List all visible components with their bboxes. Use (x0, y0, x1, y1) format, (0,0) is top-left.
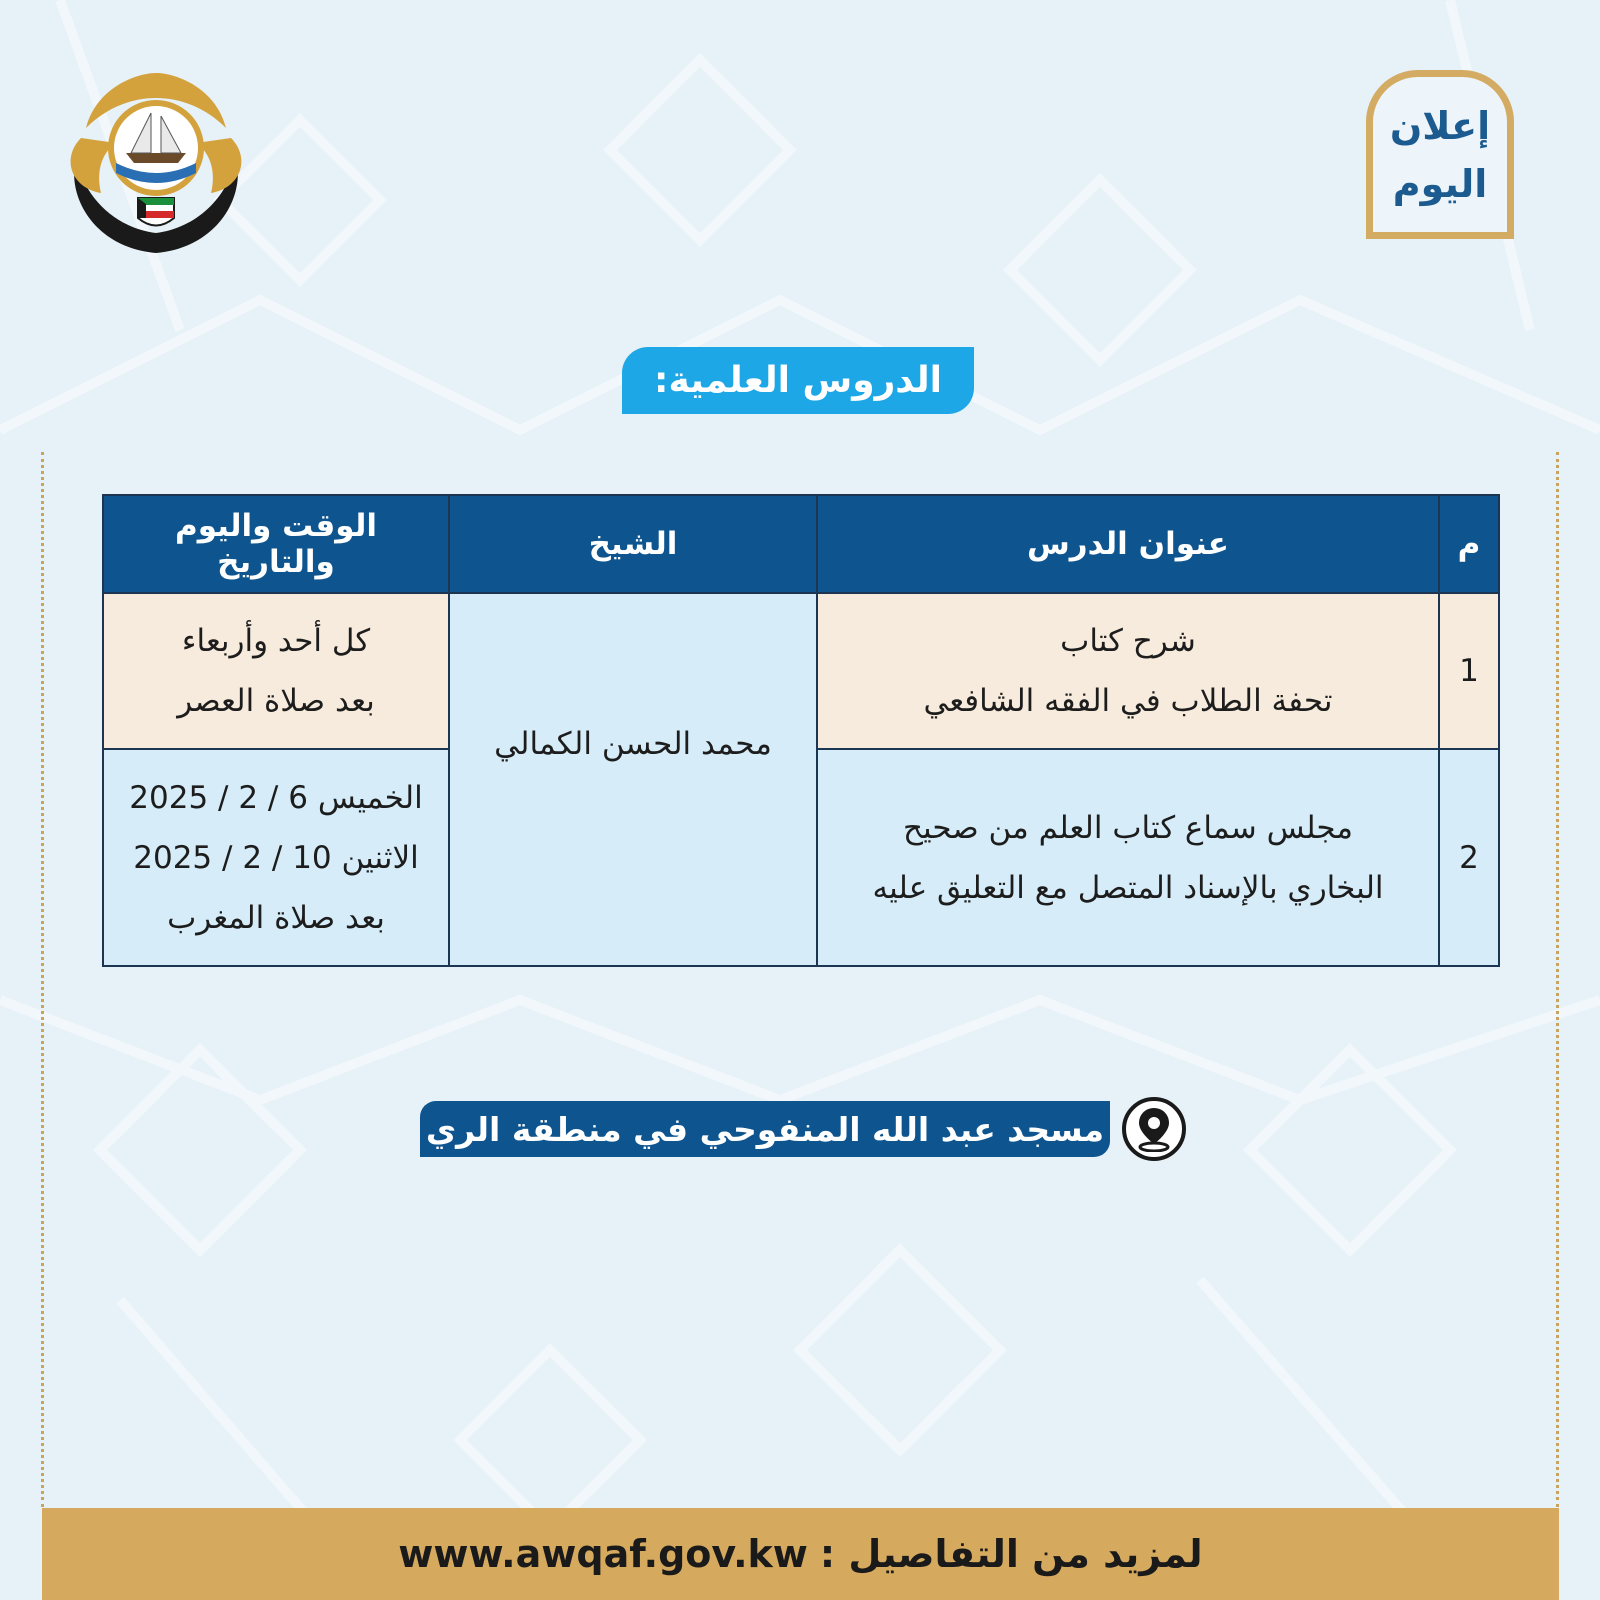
sheikh-name-text: محمد الحسن الكمالي (494, 725, 772, 762)
lessons-table (102, 494, 1500, 967)
footer-label: لمزيد من التفاصيل : (819, 1532, 1203, 1576)
lesson-title-line: مجلس سماع كتاب العلم من صحيح (902, 809, 1354, 846)
ministry-logo (56, 68, 256, 268)
lesson-time-line: الاثنين 10 / 2 / 2025 (133, 839, 419, 876)
lesson-time-line: الخميس 6 / 2 / 2025 (129, 779, 423, 816)
section-title: الدروس العلمية: (622, 347, 974, 414)
location-pin-icon (1122, 1097, 1186, 1161)
lesson-title-line: تحفة الطلاب في الفقه الشافعي (923, 683, 1333, 719)
lesson-time (103, 749, 449, 966)
badge-line1: إعلان (1389, 103, 1491, 148)
lesson-title (817, 593, 1439, 749)
table-row (103, 593, 1499, 749)
dotted-border-left (41, 452, 44, 1507)
lesson-time-line: بعد صلاة المغرب (167, 899, 385, 936)
lesson-time (103, 593, 449, 749)
header-sheikh: الشيخ (449, 495, 817, 593)
location-banner (414, 1097, 1186, 1159)
lesson-title (817, 749, 1439, 966)
lesson-title-line: البخاري بالإسناد المتصل مع التعليق عليه (872, 869, 1384, 906)
lesson-time-line: بعد صلاة العصر (177, 683, 375, 719)
header-time: الوقت واليوم والتاريخ (103, 495, 449, 593)
badge-line2: اليوم (1392, 161, 1488, 206)
website-link[interactable]: www.awqaf.gov.kw (398, 1532, 808, 1576)
location-text: مسجد عبد الله المنفوحي في منطقة الري (420, 1101, 1110, 1157)
row-index: 1 (1439, 593, 1499, 749)
lesson-title-line: شرح كتاب (1060, 623, 1196, 659)
announcement-badge (1366, 70, 1514, 239)
footer-bar (42, 1508, 1559, 1600)
row-index: 2 (1439, 749, 1499, 966)
header-index: م (1439, 495, 1499, 593)
header-title: عنوان الدرس (817, 495, 1439, 593)
lesson-time-line: كل أحد وأربعاء (181, 623, 371, 659)
sheikh-name (449, 593, 817, 966)
dotted-border-right (1556, 452, 1559, 1507)
table-header-row (103, 495, 1499, 593)
